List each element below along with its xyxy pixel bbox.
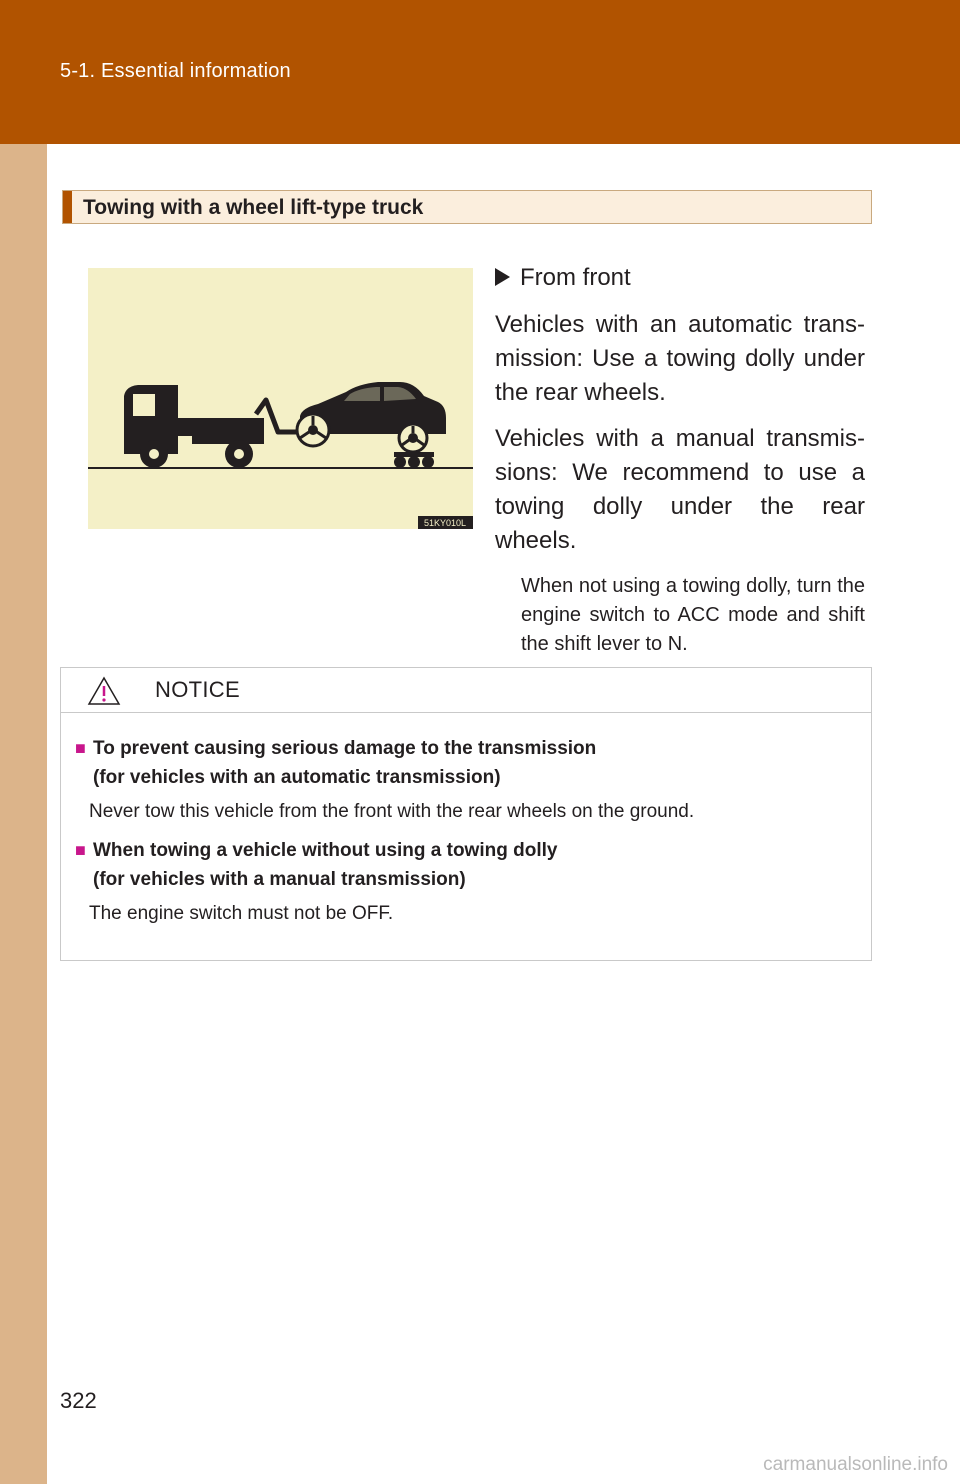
towing-illustration	[88, 268, 473, 529]
notice-item-heading	[75, 836, 855, 894]
notice-item	[75, 734, 855, 826]
triangle-bullet-icon	[495, 268, 510, 286]
notice-item-text: The engine switch must not be OFF.	[89, 903, 394, 924]
notice-header	[61, 668, 871, 713]
section-heading-bar	[62, 190, 872, 224]
chapter-title: 5-1. Essential information	[60, 60, 291, 82]
notice-item	[75, 836, 855, 928]
side-strip	[0, 0, 47, 1484]
notice-heading-line: (for vehicles with a manual transmission)	[93, 869, 466, 890]
notice-title: NOTICE	[155, 677, 240, 702]
square-bullet-icon: ■	[75, 738, 86, 758]
page-header	[0, 0, 960, 144]
notice-box	[60, 667, 872, 961]
watermark: carmanualsonline.info	[763, 1454, 948, 1475]
warning-triangle-icon	[87, 676, 121, 706]
notice-heading-line: When towing a vehicle without using a towing dolly	[93, 840, 558, 861]
automatic-paragraph: Vehicles with an automatic trans-mission: Use a towing dolly under the rear wheels.	[495, 311, 865, 406]
section-accent	[63, 191, 72, 223]
notice-heading-line: To prevent causing serious damage to the transmission	[93, 738, 597, 759]
truck-bed	[178, 418, 264, 436]
page-number: 322	[60, 1388, 97, 1413]
no-dolly-note: When not using a towing dolly, turn the engine switch to ACC mode and shift the shift lever to N.	[521, 575, 865, 655]
notice-item-heading	[75, 734, 855, 792]
tow-truck-image	[88, 268, 473, 529]
notice-body	[75, 734, 855, 938]
image-code: 51KY010L	[423, 518, 467, 528]
instruction-column	[495, 262, 865, 659]
notice-item-text: Never tow this vehicle from the front with the rear wheels on the ground.	[89, 801, 695, 822]
section-title: Towing with a wheel lift-type truck	[83, 196, 424, 219]
square-bullet-icon: ■	[75, 840, 86, 860]
direction-label	[495, 262, 865, 294]
manual-paragraph: Vehicles with a manual transmis-sions: We recommend to use a towing dolly under the rear wheels.	[495, 425, 865, 554]
notice-heading-line: (for vehicles with an automatic transmission)	[93, 767, 501, 788]
direction-text: From front	[520, 264, 631, 291]
truck-window	[133, 394, 155, 416]
